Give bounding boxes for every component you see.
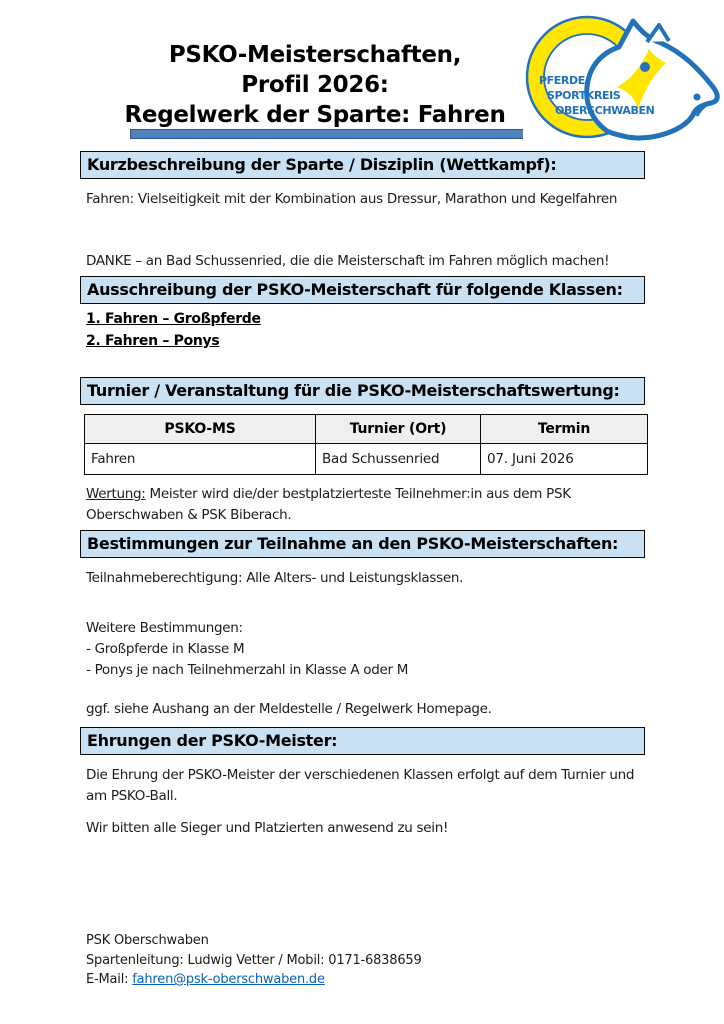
- horse-head-logo-icon: [523, 14, 723, 142]
- table-cell-ort: Bad Schussenried: [316, 444, 481, 475]
- page-title-line-1: PSKO-Meisterschaften,: [168, 42, 462, 68]
- table-cell-sparte: Fahren: [85, 444, 316, 475]
- turnier-table-data-row: [85, 444, 648, 475]
- wertung-label: Wertung:: [86, 486, 146, 502]
- paragraph-teilnahmeberechtigung: Teilnahmeberechtigung: Alle Alters- und Leistungsklassen.: [86, 570, 464, 586]
- page-title-line-3: Regelwerk der Sparte: Fahren: [124, 102, 506, 128]
- footer-email-label: E-Mail:: [86, 972, 133, 987]
- section-heading-bestimmungen: Bestimmungen zur Teilnahme an den PSKO-Meisterschaften:: [80, 530, 645, 558]
- page-title: [78, 40, 552, 130]
- section-heading-kurzbeschreibung: Kurzbeschreibung der Sparte / Disziplin (Wettkampf):: [80, 151, 645, 179]
- table-cell-termin: 07. Juni 2026: [481, 444, 648, 475]
- table-header-termin: Termin: [481, 415, 648, 444]
- ehrung-text-line1: Die Ehrung der PSKO-Meister der verschiedenen Klassen erfolgt auf dem Turnier und: [86, 767, 635, 783]
- turnier-table-header-row: [85, 415, 648, 444]
- section-heading-ehrungen: Ehrungen der PSKO-Meister:: [80, 727, 645, 755]
- class-list-item-ponys: 2. Fahren – Ponys: [86, 333, 220, 349]
- weitere-bestimmungen-block: [86, 618, 642, 681]
- logo-text-line-2: SPORTKREIS: [547, 89, 621, 102]
- paragraph-hinweis-meldestelle: ggf. siehe Aushang an der Meldestelle / Regelwerk Homepage.: [86, 701, 492, 717]
- class-list-item-grosspferde: 1. Fahren – Großpferde: [86, 311, 261, 327]
- wertung-text-line1: Meister wird die/der bestplatzierteste Teilnehmer:in aus dem PSK: [145, 486, 571, 502]
- paragraph-kurzbeschreibung: Fahren: Vielseitigkeit mit der Kombination aus Dressur, Marathon und Kegelfahren: [86, 191, 618, 207]
- logo-text-line-3: OBERSCHWABEN: [555, 104, 655, 117]
- class-list: [86, 308, 642, 352]
- page-title-line-2: Profil 2026:: [241, 72, 389, 98]
- weitere-bestimmungen-item-1: - Großpferde in Klasse M: [86, 641, 245, 657]
- footer-contact: [86, 931, 606, 990]
- footer-email-row: [86, 970, 606, 990]
- ehrung-text-line2: am PSKO-Ball.: [86, 788, 178, 804]
- section-heading-turnier: Turnier / Veranstaltung für die PSKO-Meisterschaftswertung:: [80, 377, 645, 405]
- weitere-bestimmungen-title: Weitere Bestimmungen:: [86, 620, 243, 636]
- paragraph-wertung: [86, 484, 642, 526]
- table-header-turnier-ort: Turnier (Ort): [316, 415, 481, 444]
- section-heading-ausschreibung: Ausschreibung der PSKO-Meisterschaft für folgende Klassen:: [80, 276, 645, 304]
- footer-org: PSK Oberschwaben: [86, 933, 209, 948]
- footer-email-link[interactable]: fahren@psk-oberschwaben.de: [132, 972, 325, 987]
- wertung-text-line2: Oberschwaben & PSK Biberach.: [86, 507, 292, 523]
- paragraph-danke: DANKE – an Bad Schussenried, die die Meisterschaft im Fahren möglich machen!: [86, 253, 610, 269]
- table-header-psko-ms: PSKO-MS: [85, 415, 316, 444]
- paragraph-ehrung: [86, 765, 642, 807]
- turnier-table: [84, 414, 648, 475]
- title-underline-bar: [130, 129, 559, 139]
- psk-oberschwaben-logo: [523, 14, 723, 142]
- paragraph-sieger-anwesend: Wir bitten alle Sieger und Platzierten anwesend zu sein!: [86, 820, 449, 836]
- logo-text-line-1: PFERDE-: [539, 74, 589, 87]
- weitere-bestimmungen-item-2: - Ponys je nach Teilnehmerzahl in Klasse A oder M: [86, 662, 409, 678]
- footer-spartenleitung: Spartenleitung: Ludwig Vetter / Mobil: 0171-6838659: [86, 952, 422, 968]
